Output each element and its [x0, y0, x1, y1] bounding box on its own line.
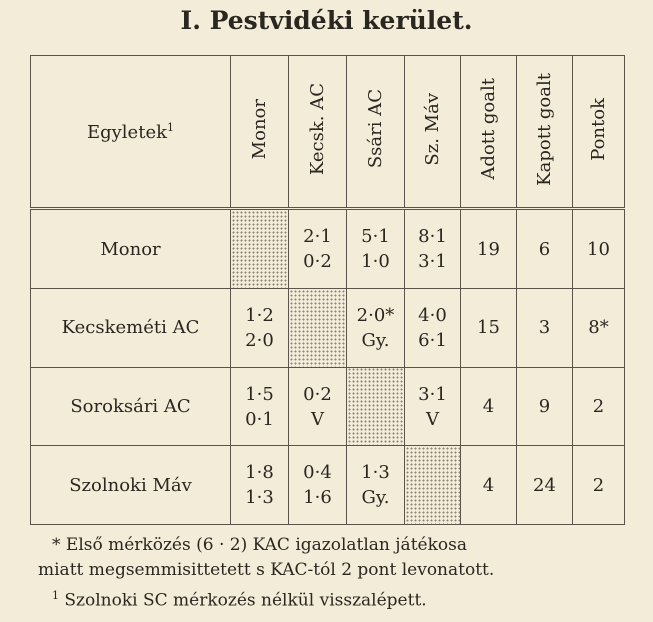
footnote-text: Szolnoki SC mérkozés nélkül visszalépett.	[59, 590, 427, 611]
league-table	[30, 55, 625, 525]
goals-scored: 19	[461, 209, 517, 289]
result-first: 1·8	[245, 462, 274, 484]
column-header	[573, 56, 625, 209]
table-row	[31, 446, 625, 525]
result-first: 1·2	[245, 304, 274, 326]
page-title: I. Pestvidéki kerület.	[180, 6, 473, 35]
result-cell	[405, 289, 461, 368]
column-header	[289, 56, 347, 209]
result-second: 0·2	[303, 251, 332, 273]
goals-scored: 4	[461, 446, 517, 525]
column-header	[231, 56, 289, 209]
result-first: 2·0*	[356, 304, 395, 326]
self-match-cell	[347, 367, 405, 446]
result-first: 1·5	[245, 383, 274, 405]
result-second: 1·0	[361, 251, 390, 273]
column-header-label: Kecsk. AC	[307, 82, 328, 176]
result-second: 1·3	[245, 487, 274, 509]
goals-conceded: 24	[517, 446, 573, 525]
corner-label: Egyletek	[86, 121, 168, 143]
result-cell	[289, 446, 347, 525]
result-second: V	[426, 408, 439, 430]
footnote-mark: 1	[52, 589, 59, 602]
result-first: 1·3	[361, 462, 390, 484]
club-name: Szolnoki Máv	[31, 446, 231, 525]
result-second: 1·6	[303, 487, 332, 509]
goals-conceded: 9	[517, 367, 573, 446]
footnote-mark: 1	[167, 120, 175, 134]
result-cell	[289, 367, 347, 446]
result-cell	[405, 367, 461, 446]
column-header-label: Adott goalt	[478, 78, 499, 180]
column-header-label: Kapott goalt	[534, 72, 555, 186]
result-first: 5·1	[361, 226, 390, 248]
self-match-cell	[405, 446, 461, 525]
footnotes	[0, 533, 653, 614]
goals-scored: 4	[461, 367, 517, 446]
result-cell	[231, 367, 289, 446]
club-name: Kecskeméti AC	[31, 289, 231, 368]
goals-conceded: 6	[517, 209, 573, 289]
points: 2	[573, 446, 625, 525]
goals-scored: 15	[461, 289, 517, 368]
club-name: Monor	[31, 209, 231, 289]
self-match-cell	[289, 289, 347, 368]
points: 10	[573, 209, 625, 289]
column-header	[347, 56, 405, 209]
result-first: 2·1	[303, 226, 332, 248]
goals-conceded: 3	[517, 289, 573, 368]
footnote-line: * Első mérközés (6 · 2) KAC igazolatlan játékosa	[52, 535, 467, 555]
corner-header	[31, 56, 231, 209]
result-cell	[231, 289, 289, 368]
result-first: 4·0	[418, 304, 447, 326]
column-header-label: Ssári AC	[365, 89, 386, 169]
result-cell	[347, 446, 405, 525]
result-second: Gy.	[361, 329, 390, 351]
result-second: V	[311, 408, 324, 430]
points: 2	[573, 367, 625, 446]
result-second: Gy.	[361, 487, 390, 509]
result-second: 3·1	[418, 251, 447, 273]
result-cell	[289, 209, 347, 289]
table-row	[31, 209, 625, 289]
result-second: 2·0	[245, 329, 274, 351]
header-row	[31, 56, 625, 209]
self-match-cell	[231, 209, 289, 289]
result-cell	[231, 446, 289, 525]
footnote-line: miatt megsemmisittetett s KAC-tól 2 pont levonatott.	[38, 560, 495, 580]
result-first: 0·2	[303, 383, 332, 405]
column-header-label: Monor	[249, 98, 270, 160]
table-row	[31, 289, 625, 368]
result-first: 3·1	[418, 383, 447, 405]
table-row	[31, 367, 625, 446]
column-header	[517, 56, 573, 209]
result-first: 0·4	[303, 462, 332, 484]
club-name: Soroksári AC	[31, 367, 231, 446]
result-second: 0·1	[245, 408, 274, 430]
column-header-label: Sz. Máv	[422, 92, 443, 166]
result-first: 8·1	[418, 226, 447, 248]
result-cell	[347, 209, 405, 289]
footnote-line	[0, 583, 653, 614]
column-header	[405, 56, 461, 209]
points: 8*	[573, 289, 625, 368]
column-header	[461, 56, 517, 209]
result-cell	[347, 289, 405, 368]
result-cell	[405, 209, 461, 289]
result-second: 6·1	[418, 329, 447, 351]
column-header-label: Pontok	[588, 97, 609, 161]
